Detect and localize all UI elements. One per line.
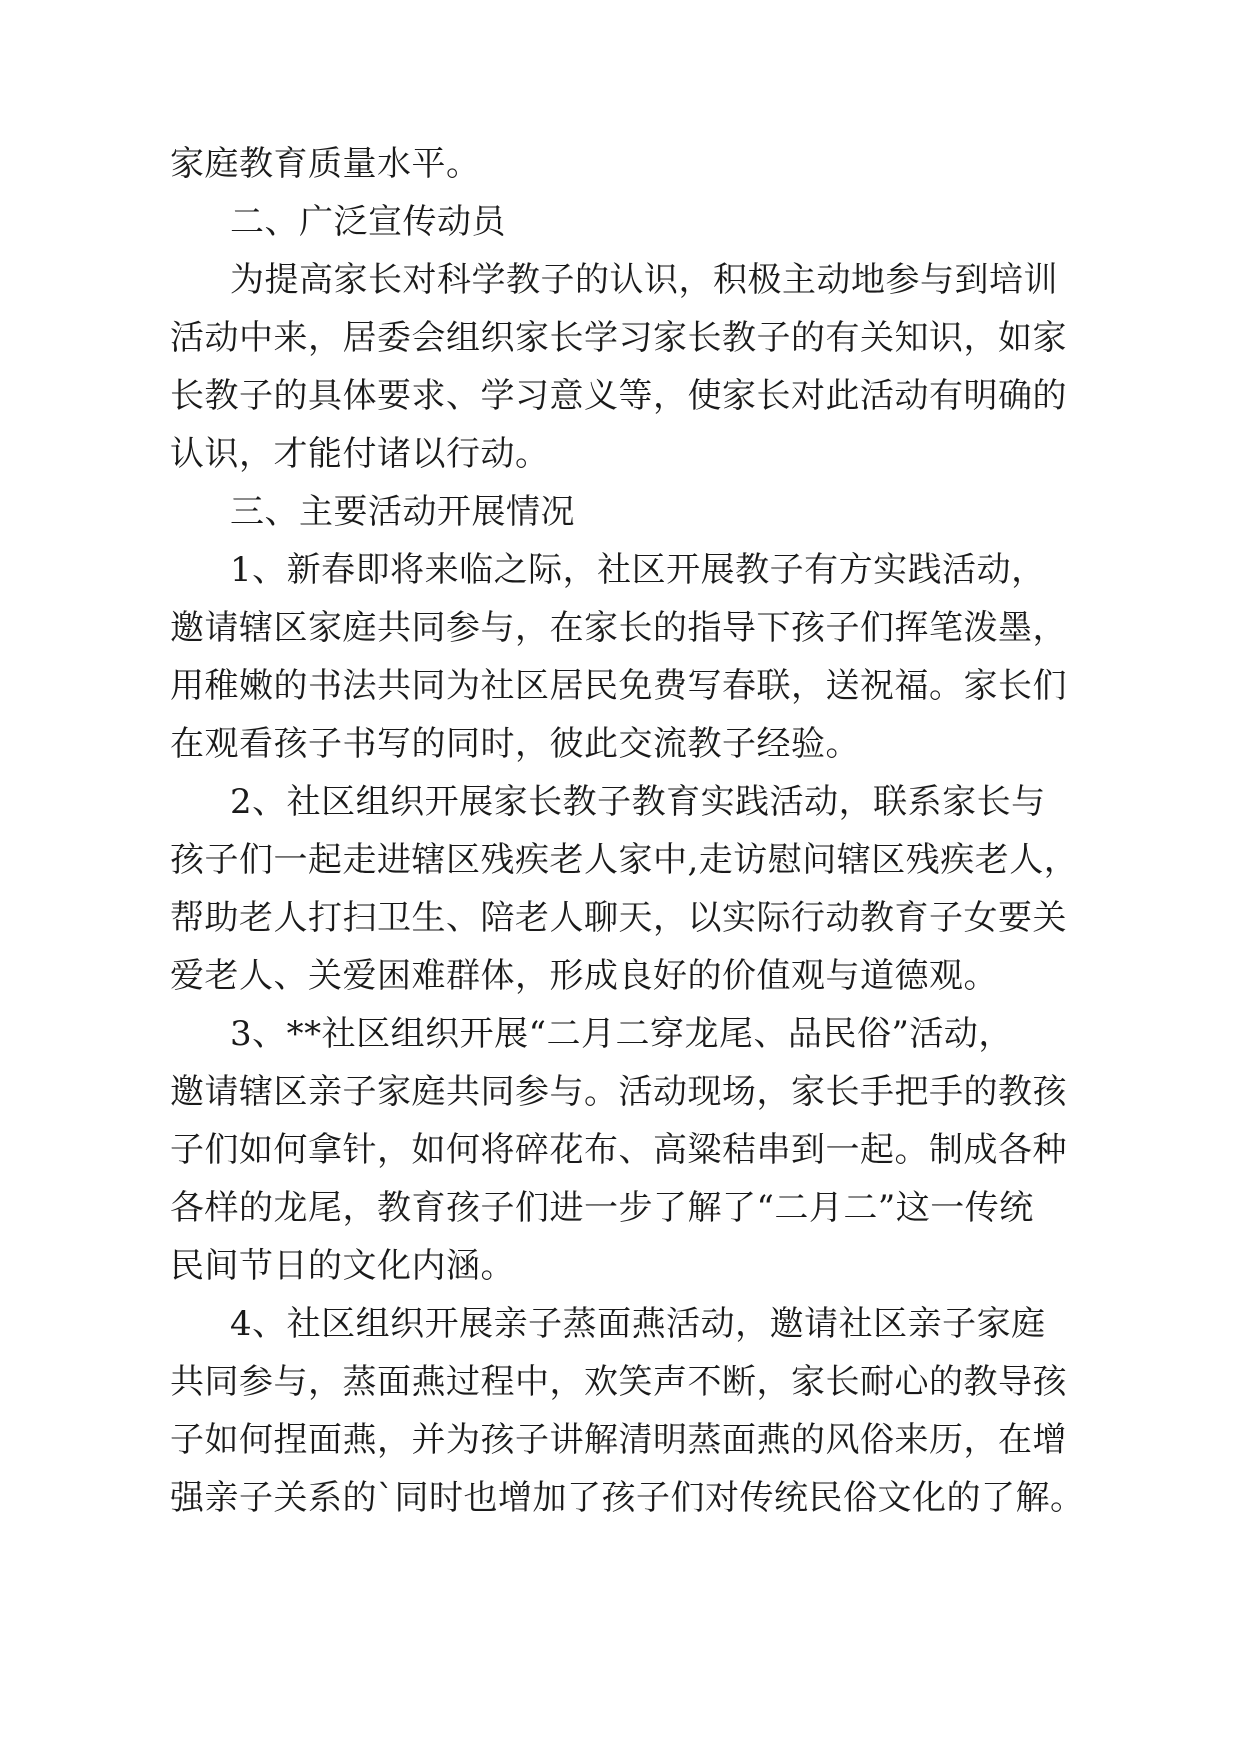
heading-text: 三、主要活动开展情况	[230, 492, 575, 532]
text-line	[0, 777, 1241, 827]
text-line	[0, 1241, 1241, 1291]
text-line	[0, 1009, 1241, 1059]
text-line	[0, 139, 1241, 189]
text-line	[0, 1473, 1241, 1523]
text-line	[0, 835, 1241, 885]
text-line	[0, 951, 1241, 1001]
line-text: 2、社区组织开展家长教子教育实践活动，联系家长与	[230, 782, 1046, 822]
text-line	[0, 313, 1241, 363]
line-text: 长教子的具体要求、学习意义等，使家长对此活动有明确的	[170, 376, 1067, 416]
line-text: 4、社区组织开展亲子蒸面燕活动，邀请社区亲子家庭	[230, 1304, 1046, 1344]
text-line	[0, 1357, 1241, 1407]
line-text: 家庭教育质量水平。	[170, 144, 481, 184]
text-line	[0, 255, 1241, 305]
text-line	[0, 1415, 1241, 1465]
section-heading	[0, 197, 1241, 247]
text-line	[0, 893, 1241, 943]
line-text: 在观看孩子书写的同时，彼此交流教子经验。	[170, 724, 860, 764]
line-text: 活动中来，居委会组织家长学习家长教子的有关知识，如家	[170, 318, 1067, 358]
line-text: 孩子们一起走进辖区残疾老人家中,走访慰问辖区残疾老人，	[170, 840, 1079, 880]
text-line	[0, 1067, 1241, 1117]
text-line	[0, 603, 1241, 653]
line-text: 邀请辖区亲子家庭共同参与。活动现场，家长手把手的教孩	[170, 1072, 1067, 1112]
line-text: 邀请辖区家庭共同参与，在家长的指导下孩子们挥笔泼墨，	[170, 608, 1067, 648]
line-text: 爱老人、关爱困难群体，形成良好的价值观与道德观。	[170, 956, 998, 996]
text-line	[0, 719, 1241, 769]
line-text: 子们如何拿针，如何将碎花布、高粱秸串到一起。制成各种	[170, 1130, 1067, 1170]
line-text: 子如何捏面燕，并为孩子讲解清明蒸面燕的风俗来历，在增	[170, 1420, 1067, 1460]
line-text: 各样的龙尾，教育孩子们进一步了解了“二月二”这一传统	[170, 1188, 1034, 1228]
line-text: 民间节日的文化内涵。	[170, 1246, 515, 1286]
line-text: 1、新春即将来临之际，社区开展教子有方实践活动，	[230, 550, 1046, 590]
text-line	[0, 429, 1241, 479]
line-text: 共同参与，蒸面燕过程中，欢笑声不断，家长耐心的教导孩	[170, 1362, 1067, 1402]
text-line	[0, 545, 1241, 595]
line-text: 为提高家长对科学教子的认识，积极主动地参与到培训	[230, 260, 1058, 300]
line-text: 强亲子关系的`同时也增加了孩子们对传统民俗文化的了解。	[170, 1478, 1085, 1518]
text-line	[0, 661, 1241, 711]
text-line	[0, 1125, 1241, 1175]
section-heading	[0, 487, 1241, 537]
heading-text: 二、广泛宣传动员	[230, 202, 506, 242]
text-line	[0, 1299, 1241, 1349]
line-text: 用稚嫩的书法共同为社区居民免费写春联，送祝福。家长们	[170, 666, 1067, 706]
line-text: 3、**社区组织开展“二月二穿龙尾、品民俗”活动，	[230, 1014, 1013, 1054]
text-line	[0, 371, 1241, 421]
line-text: 认识，才能付诸以行动。	[170, 434, 550, 474]
text-line	[0, 1183, 1241, 1233]
line-text: 帮助老人打扫卫生、陪老人聊天，以实际行动教育子女要关	[170, 898, 1067, 938]
